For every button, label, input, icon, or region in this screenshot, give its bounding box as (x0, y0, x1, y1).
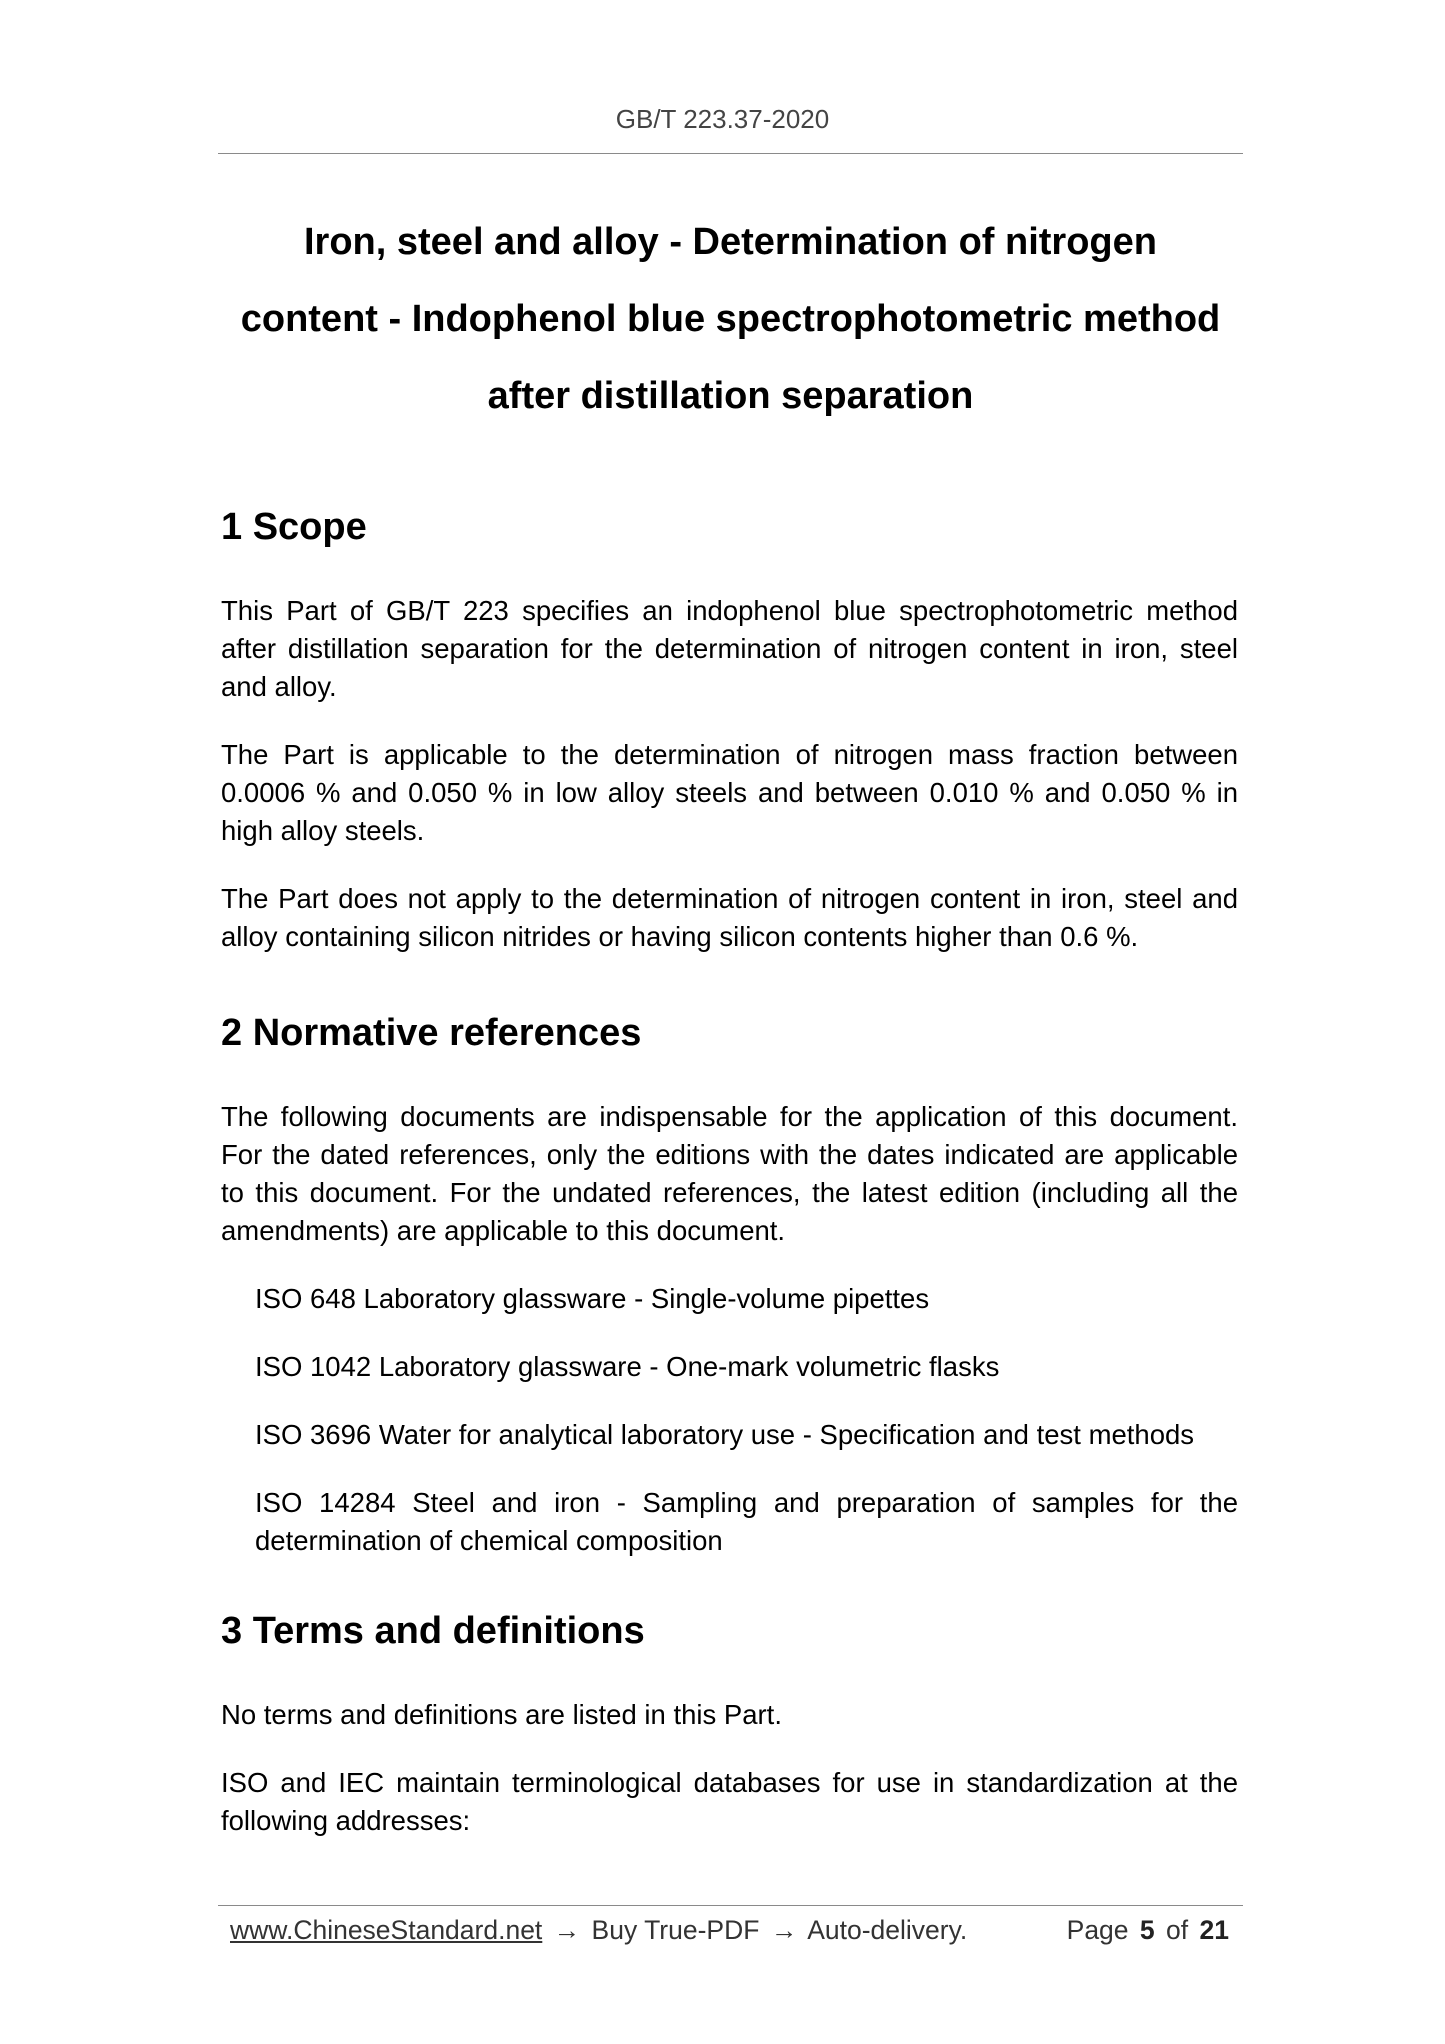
page-indicator (1067, 1910, 1233, 1950)
page-current-number: 5 (1139, 1915, 1155, 1945)
scope-paragraph-1: This Part of GB/T 223 specifies an indophenol blue spectrophotometric method after distillation separation for the determination of nitrogen content in iron, steel and alloy. (221, 595, 1238, 702)
reference-item-iso-14284: ISO 14284 Steel and iron - Sampling and preparation of samples for the determination of chemical composition (255, 1487, 1238, 1556)
normative-references-intro: The following documents are indispensable for the application of this document. For the dated references, only the editions with the dates indicated are applicable to this document. For the undated references, the latest edition (including all the amendments) are applicable to this document. (221, 1101, 1238, 1246)
document-title (218, 204, 1243, 435)
reference-item-iso-1042: ISO 1042 Laboratory glassware - One-mark volumetric flasks (255, 1351, 1000, 1382)
terms-paragraph-1: No terms and definitions are listed in this Part. (221, 1699, 782, 1730)
reference-item-iso-648: ISO 648 Laboratory glassware - Single-volume pipettes (255, 1283, 930, 1314)
website-link[interactable]: www.ChineseStandard.net (230, 1915, 543, 1945)
buy-true-pdf-text: Buy True-PDF (591, 1915, 760, 1945)
document-code-header: GB/T 223.37-2020 (615, 104, 830, 134)
terms-paragraph-2: ISO and IEC maintain terminological databases for use in standardization at the following addresses: (221, 1767, 1238, 1836)
header-divider (218, 153, 1243, 154)
title-line-1: Iron, steel and alloy - Determination of nitrogen (304, 221, 1157, 263)
reference-item-iso-3696: ISO 3696 Water for analytical laboratory use - Specification and test methods (255, 1419, 1195, 1450)
section-heading-terms-definitions: 3 Terms and definitions (221, 1610, 645, 1652)
arrow-right-icon: → (553, 1915, 581, 1945)
scope-paragraph-2: The Part is applicable to the determination of nitrogen mass fraction between 0.0006 % and 0.050 % in low alloy steels and between 0.010 % and 0.050 % in high alloy steels. (221, 739, 1238, 846)
arrow-right-icon: → (770, 1915, 798, 1945)
page-footer (230, 1910, 1233, 1950)
document-body (221, 500, 1238, 1840)
title-line-2: content - Indophenol blue spectrophotometric method (240, 298, 1221, 340)
auto-delivery-text: Auto-delivery. (807, 1915, 968, 1945)
page-total-number: 21 (1199, 1915, 1229, 1945)
title-line-3: after distillation separation (487, 375, 974, 417)
section-heading-normative-references: 2 Normative references (221, 1012, 642, 1054)
section-heading-scope: 1 Scope (221, 506, 367, 548)
page-label: Page (1066, 1915, 1129, 1945)
of-label: of (1166, 1915, 1189, 1945)
scope-paragraph-3: The Part does not apply to the determination of nitrogen content in iron, steel and alloy containing silicon nitrides or having silicon contents higher than 0.6 %. (221, 883, 1238, 952)
footer-divider (218, 1905, 1243, 1906)
